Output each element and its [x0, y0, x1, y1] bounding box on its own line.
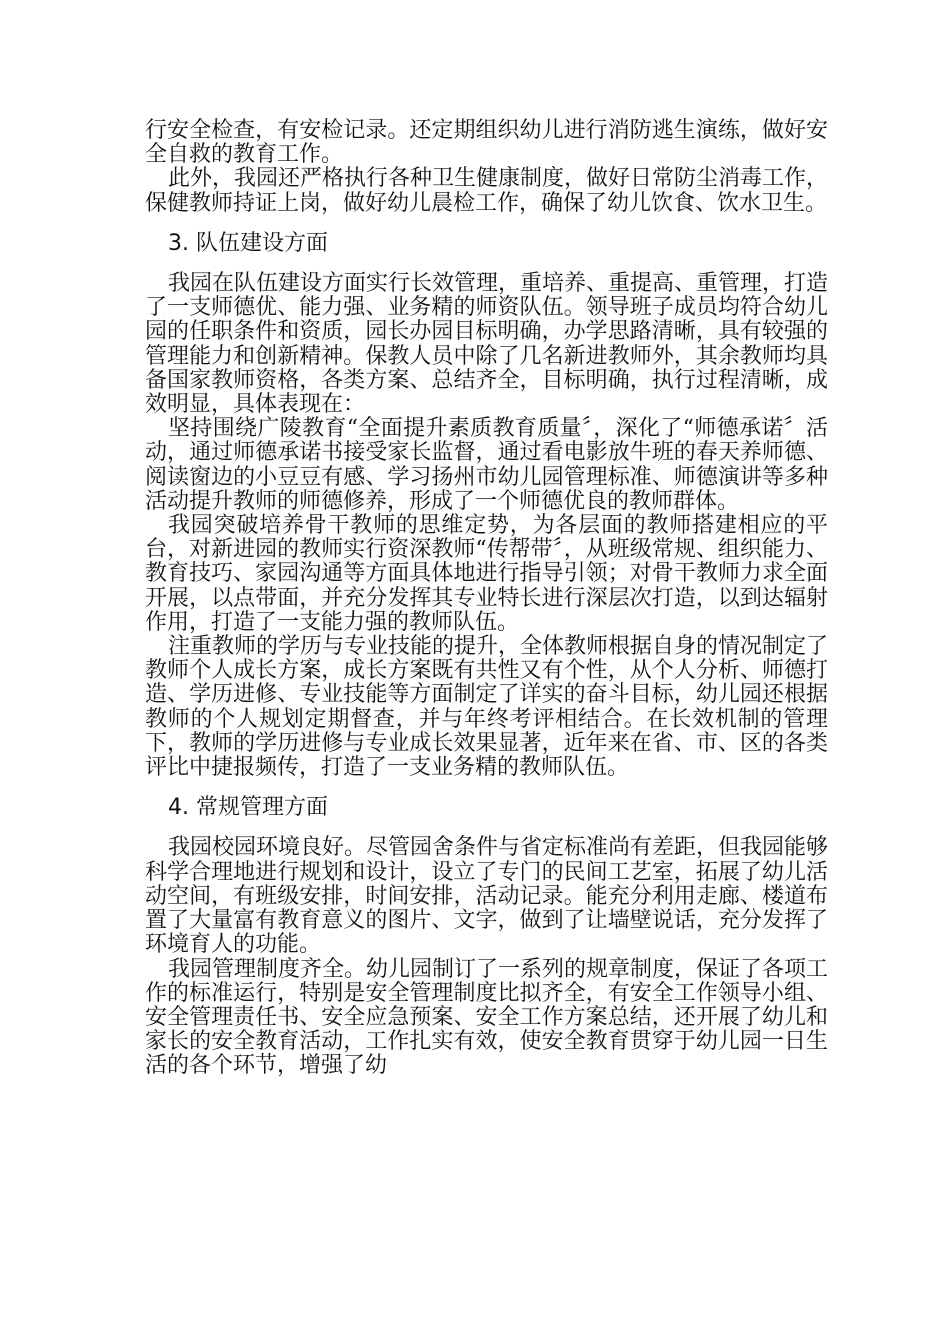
paragraph-teacher-ethics: 坚持围绕广陵教育“全面提升素质教育质量〞，深化了“师德承诺〞活动，通过师德承诺书接受家长监督，通过看电影放牛班的春天养师德、阅读窗边的小豆豆有感、学习扬州市幼儿园管理标准、师德演讲等多种活动提升教师的师德修养，形成了一个师德优良的教师群体。	[145, 416, 828, 514]
paragraph-hygiene: 此外，我园还严格执行各种卫生健康制度，做好日常防尘消毒工作，保健教师持证上岗，做好幼儿晨检工作，确保了幼儿饮食、饮水卫生。	[145, 166, 829, 216]
document-page	[145, 119, 828, 1079]
paragraph-backbone-teachers: 我园突破培养骨干教师的思维定势，为各层面的教师搭建相应的平台，对新进园的教师实行资深教师“传帮带〞，从班级常规、组织能力、教育技巧、家园沟通等方面具体地进行指导引领；对骨干教师力求全面开展，以点带面，并充分发挥其专业特长进行深层次打造，以到达辐射作用，打造了一支能力强的教师队伍。	[145, 513, 828, 635]
paragraph-professional-growth: 注重教师的学历与专业技能的提升，全体教师根据自身的情况制定了教师个人成长方案，成长方案既有共性又有个性，从个人分析、师德打造、学历进修、专业技能等方面制定了详实的奋斗目标，幼儿园还根据教师的个人规划定期督查，并与年终考评相结合。在长效机制的管理下，教师的学历进修与专业成长效果显著，近年来在省、市、区的各类评比中捷报频传，打造了一支业务精的教师队伍。	[145, 634, 829, 781]
section-heading-team-building: 3. 队伍建设方面	[168, 230, 328, 256]
paragraph-safety-check: 行安全检查，有安检记录。还定期组织幼儿进行消防逃生演练，做好安全自救的教育工作。	[145, 118, 828, 168]
section-heading-routine-management: 4. 常规管理方面	[168, 795, 328, 821]
paragraph-team-management: 我园在队伍建设方面实行长效管理，重培养、重提高、重管理，打造了一支师德优、能力强、业务精的师资队伍。领导班子成员均符合幼儿园的任职条件和资质，园长办园目标明确，办学思路清晰，具有较强的管理能力和创新精神。保教人员中除了几名新进教师外，其余教师均具备国家教师资格，各类方案、总结齐全，目标明确，执行过程清晰，成效明显，具体表现在：	[145, 271, 829, 418]
paragraph-management-system: 我园管理制度齐全。幼儿园制订了一系列的规章制度，保证了各项工作的标准运行，特别是安全管理制度比拟齐全，有安全工作领导小组、安全管理责任书、安全应急预案、安全工作方案总结，还开展了幼儿和家长的安全教育活动，工作扎实有效，使安全教育贯穿于幼儿园一日生活的各个环节，增强了幼	[145, 956, 829, 1079]
paragraph-campus-environment: 我园校园环境良好。尽管园舍条件与省定标准尚有差距，但我园能够科学合理地进行规划和设计，设立了专门的民间工艺室，拓展了幼儿活动空间，有班级安排，时间安排，活动记录。能充分利用走廊、楼道布置了大量富有教育意义的图片、文字，做到了让墙壁说话，充分发挥了环境育人的功能。	[145, 835, 829, 958]
